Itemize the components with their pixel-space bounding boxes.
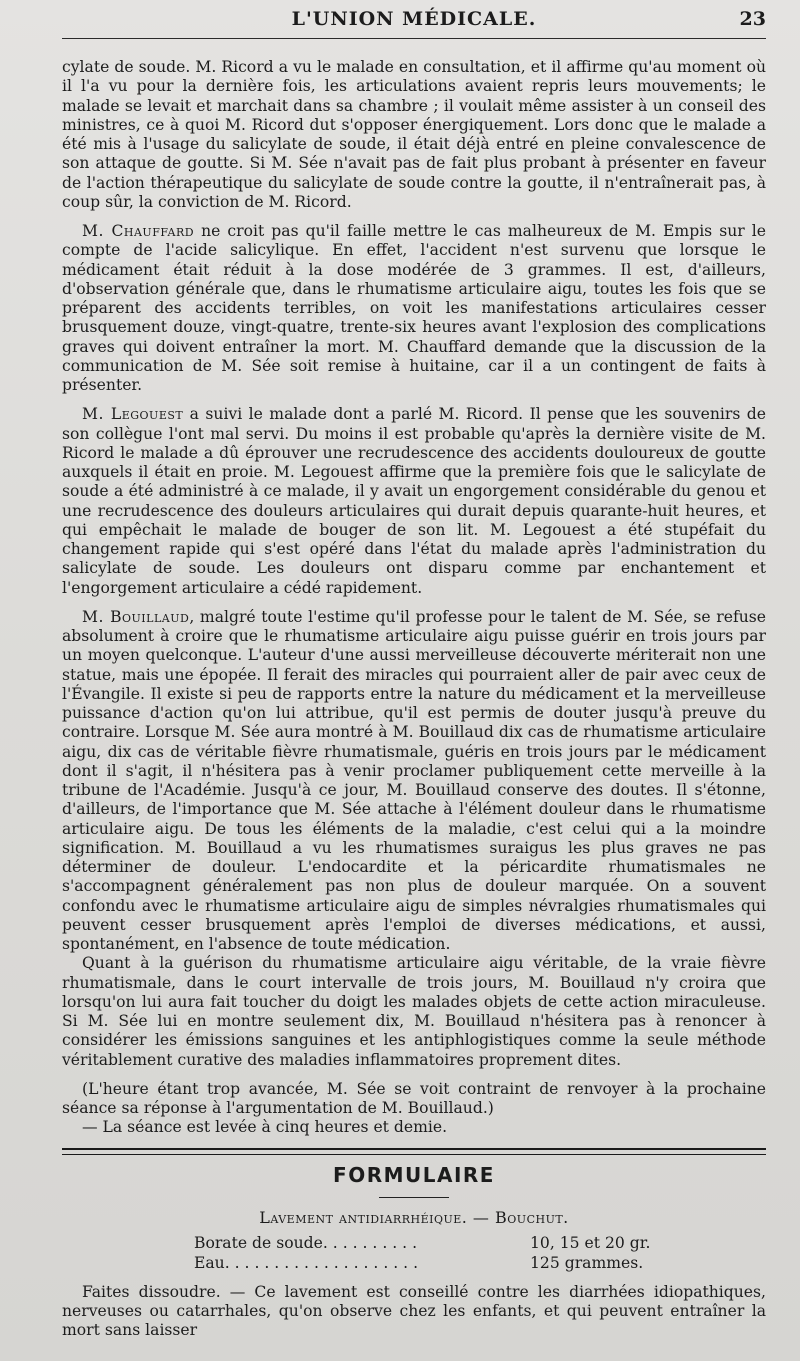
title-underline (379, 1197, 449, 1198)
ingredient-quantity: 10, 15 et 20 gr. (530, 1233, 651, 1252)
speaker-name: M. Legouest (82, 405, 184, 424)
paragraph-adjournment: (L'heure étant trop avancée, M. Sée se voit contraint de renvoyer à la prochaine séance sa réponse à l'argumentation de M. Bouillaud.) (62, 1079, 766, 1117)
ingredient-name: Borate de soude. . . . . . . . . . (194, 1233, 418, 1252)
section-title-formulaire: FORMULAIRE (333, 1162, 495, 1187)
paragraph-ricord-continuation: cylate de soude. M. Ricord a vu le malade en consultation, et il affirme qu'au moment où il l'a vu pour la dernière fois, les articulations avaient repris leurs mouvements; le malade se levait et marchait dans sa chambre ; il voulait même assister à un conseil des ministres, ce à quoi M. Ricord dut s'opposer énergiquement. Lors donc que le malade a été mis à l'usage du salicylate de soude, il était déjà entré en pleine convalescence de son attaque de goutte. Si M. Sée n'avait pas de fait plus probant à présenter en faveur de l'action thérapeutique du salicylate de soude contre la goutte, il n'entraînerait pas, à coup sûr, la conviction de M. Ricord. (62, 58, 766, 211)
section-divider (62, 1148, 766, 1155)
paragraph-session-close: — La séance est levée à cinq heures et demie. (82, 1118, 448, 1137)
ingredient-row (194, 1233, 651, 1253)
running-header (62, 0, 766, 39)
journal-title: L'UNION MÉDICALE. (291, 8, 537, 30)
paragraph-bouillaud-conclusion: Quant à la guérison du rhumatisme articulaire aigu véritable, de la vraie fièvre rhumatismale, dans le court intervalle de trois jours, M. Bouillaud n'y croira que lorsqu'on lui aura fait toucher du doigt les malades objets de cette action miraculeuse. Si M. Sée lui en montre seulement dix, M. Bouillaud n'hésitera pas à renoncer à considérer les émissions sanguines et les antiphlogistiques comme la seule méthode véritablement curative des maladies inflammatoires proprement dites. (62, 954, 766, 1069)
speaker-name: M. Chauffard (82, 222, 195, 240)
paragraph-bouillaud (62, 608, 766, 955)
recipe-instructions-text: Faites dissoudre. — Ce lavement est conseillé contre les diarrhées idiopathiques, nerveuses ou catarrhales, qu'on observe chez les enfants, et qui peuvent entraîner la mort sans laisser (62, 1282, 766, 1339)
paragraph-chauffard (62, 222, 766, 395)
page-number: 23 (739, 8, 766, 30)
article-body (62, 39, 766, 1138)
recipe-instructions (62, 1283, 766, 1341)
recipe-title: Lavement antidiarrhéique. — Bouchut. (259, 1207, 569, 1227)
recipe-ingredients (194, 1233, 651, 1273)
ingredient-row (194, 1253, 651, 1273)
paragraph-legouest (62, 405, 766, 598)
ingredient-quantity: 125 grammes. (530, 1253, 644, 1272)
paragraph-text: , malgré toute l'estime qu'il professe pour le talent de M. Sée, se refuse absolument à croire que le rhumatisme articulaire aigu puisse guérir en trois jours par un moyen quelconque. L'auteur d'une aussi merveilleuse découverte mériterait non une statue, mais une épopée. Il ferait des miracles qui pourraient aller de pair avec ceux de l'Évangile. Il existe si peu de rapports entre la nature du médicament et la merveilleuse puissance d'action qu'on lui attribue, qu'il est permis de douter jusqu'à preuve du contraire. Lorsque M. Sée aura montré à M. Bouillaud dix cas de rhumatisme articulaire aigu, dix cas de véritable fièvre rhumatismale, guéris en trois jours par le médicament dont il s'agit, il n'hésitera pas à venir proclamer publiquement cette merveille à la tribune de l'Académie. Jusqu'à ce jour, M. Bouillaud conserve des doutes. Il s'étonne, d'ailleurs, de l'importance que M. Sée attache à l'élément douleur dans le rhumatisme articulaire aigu. De tous les éléments de la maladie, c'est celui qui a la moindre signification. M. Bouillaud a vu les rhumatismes suraigus les plus graves ne pas déterminer de douleur. L'endocardite et la péricardite rhumatismales ne s'accompagnent généralement pas non plus de douleur marquée. On a souvent confondu avec le rhumatisme articulaire aigu de simples névralgies rhumatismales qui peuvent cesser brusquement après l'emploi de diverses médications, et aussi, spontanément, en l'absence de toute médication. (62, 607, 766, 953)
speaker-name: M. Bouillaud (82, 607, 190, 626)
paragraph-text: a suivi le malade dont a parlé M. Ricord. Il pense que les souvenirs de son collègue l'ont mal servi. Du moins il est probable qu'après la dernière visite de M. Ricord le malade a dû éprouver une recrudescence des accidents douloureux de goutte auxquels il était en proie. M. Legouest affirme que la première fois que le salicylate de soude a été administré à ce malade, il y avait un engorgement considérable du genou et une recrudescence des douleurs articulaires qui durait depuis quarante-huit heures, et qui empêchait le malade de bouger de son lit. M. Legouest a été stupéfait du changement rapide qui s'est opéré dans l'état du malade après l'administration du salicylate de soude. Les douleurs ont disparu comme par enchantement et l'engorgement articulaire a cédé rapidement. (62, 405, 767, 597)
paragraph-text: ne croit pas qu'il faille mettre le cas malheureux de M. Empis sur le compte de l'acide salicylique. En effet, l'accident n'est survenu que lorsque le médicament était réduit à la dose modérée de 3 grammes. Il est, d'ailleurs, d'observation générale que, dans le rhumatisme articulaire aigu, toutes les fois que se préparent des accidents terribles, on voit les manifestations articulaires cesser brusquement douze, vingt-quatre, trente-six heures avant l'explosion des complications graves qui doivent entraîner la mort. M. Chauffard demande que la discussion de la communication de M. Sée soit remise à huitaine, car il a un contingent de faits à présenter. (62, 222, 766, 394)
ingredient-name: Eau. . . . . . . . . . . . . . . . . . . . (194, 1253, 419, 1272)
